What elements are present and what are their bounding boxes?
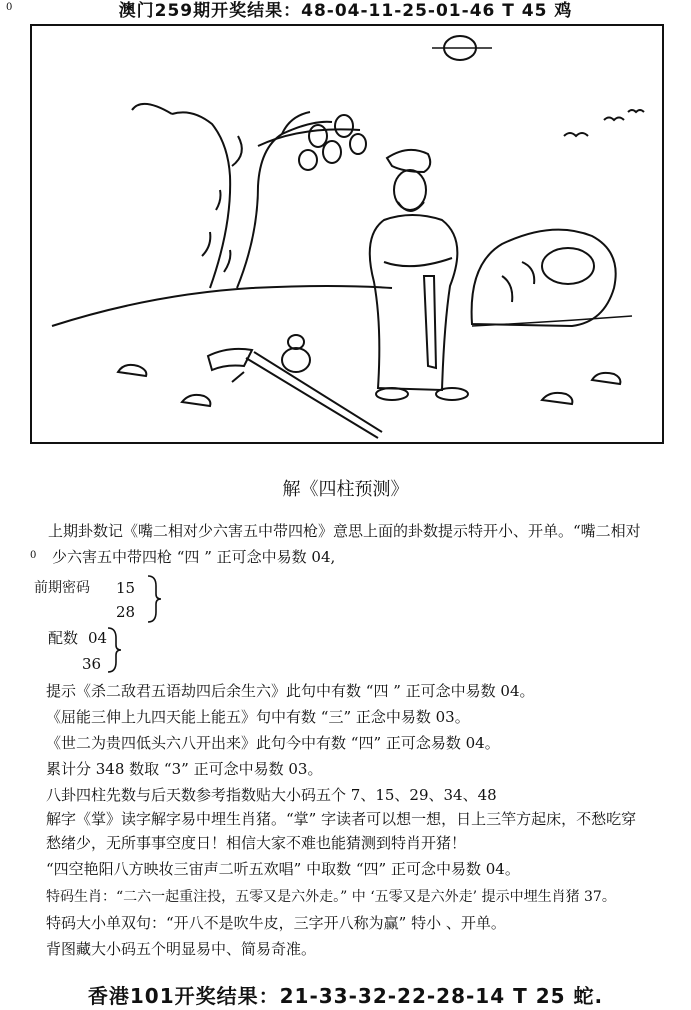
body-line-2: 少六害五中带四枪 “四 ” 正可念中易数 04, <box>52 548 336 566</box>
hongkong-result-title: 香港101开奖结果：21-33-32-22-28-14 T 25 蛇. <box>87 984 604 1008</box>
tip-line-5: 八卦四柱先数与后天数参考指数贴大小码五个 7、15、29、34、48 <box>46 786 497 804</box>
pair-label: 配数 <box>48 629 79 647</box>
pair-value-2: 36 <box>82 655 102 673</box>
tip-line-4: 累计分 348 数取 “3” 正可念中易数 03。 <box>46 760 323 778</box>
tree-icon <box>132 104 366 288</box>
standing-man-figure <box>370 150 468 400</box>
tip-line-8: “四空艳阳八方映妆三宙声二听五欢唱” 中取数 “四” 正可念中易数 04。 <box>46 860 520 878</box>
tip-line-10: 特码大小单双句：“开八不是吹牛皮，三字开八称为赢” 特小 、开单。 <box>46 914 506 932</box>
corner-mark: 0 <box>6 2 13 13</box>
body-line-1: 上期卦数记《嘴二相对少六害五中带四枪》意思上面的卦数提示特开小、开单。“嘴二相对 <box>48 522 641 540</box>
moon-icon <box>432 36 492 60</box>
prev-code-1: 15 <box>116 579 136 597</box>
brace-icon <box>144 574 164 624</box>
prev-code-label: 前期密码 <box>34 580 90 596</box>
tip-line-9: 特码生肖：“二六一起重注投，五零又是六外走。” 中 ‘五零又是六外走’ 提示中埋生肖猪 37。 <box>46 889 616 905</box>
brace-icon <box>104 626 124 674</box>
birds-icon <box>564 110 644 136</box>
pair-value-1: 04 <box>88 629 108 647</box>
tip-line-2: 《屈能三伸上九四天能上能五》句中有数 “三” 正念中易数 03。 <box>46 708 470 726</box>
prev-code-2: 28 <box>116 603 136 621</box>
margin-mark: 0 <box>30 550 37 561</box>
section-heading: 解《四柱预测》 <box>282 479 409 500</box>
tip-line-7: 愁绪少，无所事事空度日！相信大家不难也能猜测到特肖开猪！ <box>46 834 467 852</box>
tip-line-11: 背图藏大小码五个明显易中、简易奇准。 <box>46 940 317 958</box>
rock-icon <box>472 230 616 326</box>
tip-line-3: 《世二为贵四低头六八开出来》此句今中有数 “四” 正可念易数 04。 <box>46 734 500 752</box>
gourd-icon <box>282 335 310 372</box>
ink-drawing-illustration <box>32 26 662 442</box>
hoe-tool-icon <box>208 349 382 438</box>
tip-line-6: 解字《掌》读字解字易中埋生肖猪。“掌” 字读者可以想一想，日上三竿方起床，不愁吃穿 <box>46 810 637 828</box>
tip-line-1: 提示《杀二敌君五语劫四后余生六》此句中有数 “四 ” 正可念中易数 04。 <box>46 682 535 700</box>
macau-result-title: 澳门259期开奖结果：48-04-11-25-01-46 T 45 鸡 <box>118 1 573 21</box>
illustration-frame <box>30 24 664 444</box>
stones-icon <box>118 365 620 406</box>
